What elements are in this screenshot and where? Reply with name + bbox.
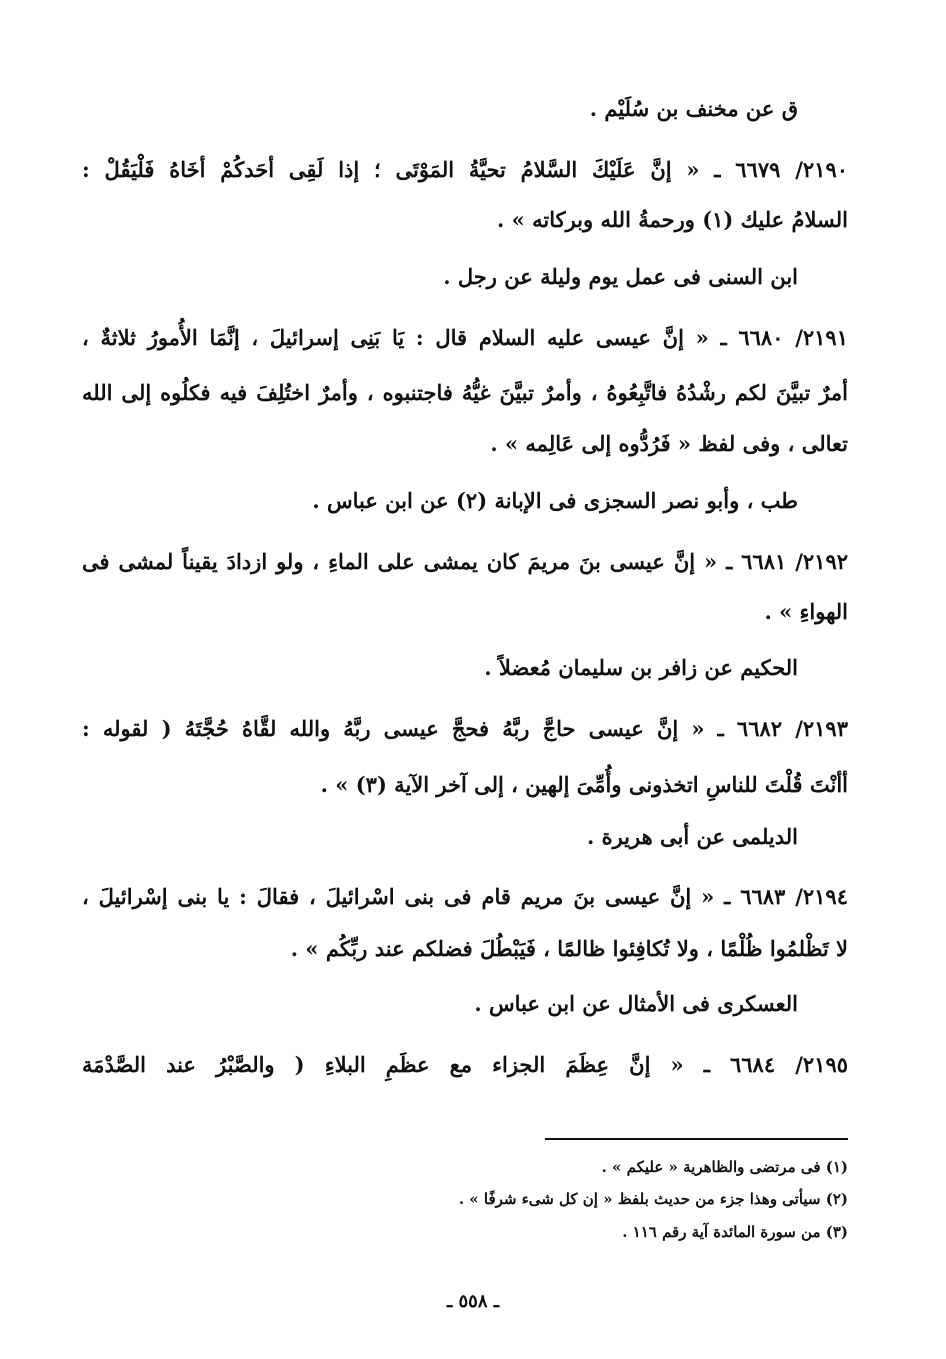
text-line: أمرٌ تبيَّنَ لكم رشْدُهُ فاتَّبِعُوهُ ، وأمرٌ تبيَّنَ غيُّهُ فاجتنبوه ، وأمرٌ اختُلِفَ فيه فكلُوه إلى الله	[82, 380, 848, 405]
text-line: لا تَظْلمُوا ظُلْمًا ، ولا تُكافِئوا ظالمًا ، فَيَبْطُلَ فضلكم عند ربِّكُم » .	[290, 936, 848, 961]
text-line: الحكيم عن زافر بن سليمان مُعضلاً .	[484, 655, 798, 680]
text-line: ٢١٩٥/ ٦٦٨٤ ـ « إنَّ عِظَمَ الجزاء مع عظَمِ البلاءِ ( والصَّبْرُ عند الصَّدْمَة	[82, 1052, 849, 1077]
footnote: (٣) من سورة المائدة آية رقم ١١٦ .	[622, 1223, 848, 1241]
footnote: (١) فى مرتضى والظاهرية « عليكم » .	[601, 1158, 848, 1176]
text-line: ٢١٩٠/ ٦٦٧٩ ـ « إنَّ عَلَيْكَ السَّلامُ تحيَّةُ المَوْتَى ؛ إذا لَقِى أحَدكُمْ أخَاهُ فَلْيَقُلْ :	[82, 157, 849, 182]
text-line: الهواءِ » .	[764, 599, 848, 624]
footnote-separator	[545, 1138, 848, 1140]
text-line: ٢١٩٣/ ٦٦٨٢ ـ « إنَّ عيسى حاجَّ ربَّهُ فحجَّ عيسى ربَّهُ والله لقَّاهُ حُجَّتَهُ ( لقوله :	[82, 716, 848, 741]
text-line: ق عن مخنف بن سُلَيْم .	[589, 96, 798, 121]
text-line: ٢١٩٤/ ٦٦٨٣ ـ « إنَّ عيسى بنَ مريم قام فى بنى اسْرائيلَ ، فقالَ : يا بنى إسْرائيلَ ،	[82, 884, 848, 909]
text-line: السلامُ عليك (١) ورحمةُ الله وبركاته » .	[497, 207, 848, 232]
text-line: الديلمى عن أبى هريرة .	[586, 824, 798, 849]
page-number: ـ ٥٥٨ ـ	[446, 1291, 500, 1312]
text-line: العسكرى فى الأمثال عن ابن عباس .	[474, 991, 798, 1016]
footnote: (٢) سيأتى وهذا جزء من حديث بلفظ « إن كل شىء شرفًا » .	[458, 1190, 848, 1208]
text-line: ابن السنى فى عمل يوم وليلة عن رجل .	[443, 264, 798, 289]
text-line: ٢١٩٢/ ٦٦٨١ ـ « إنَّ عيسى بنَ مريمَ كان يمشى على الماءِ ، ولو ازدادَ يقيناً لمشى فى	[82, 549, 849, 574]
text-line: طب ، وأبو نصر السجزى فى الإبانة (٢) عن ابن عباس .	[312, 488, 798, 513]
text-line: ٢١٩١/ ٦٦٨٠ ـ « إنَّ عيسى عليه السلام قال : يَا بَنِى إسرائيلَ ، إنَّمَا الأُمورُ ثلاثةٌ ،	[82, 325, 848, 350]
text-line: أأنْتَ قُلْتَ للناسِ اتخذونى وأُمِّىَ إلهين ، إلى آخر الآية (٣) » .	[320, 772, 848, 797]
text-line: تعالى ، وفى لفظ « فَرُدُّوه إلى عَالِمه » .	[490, 431, 848, 456]
